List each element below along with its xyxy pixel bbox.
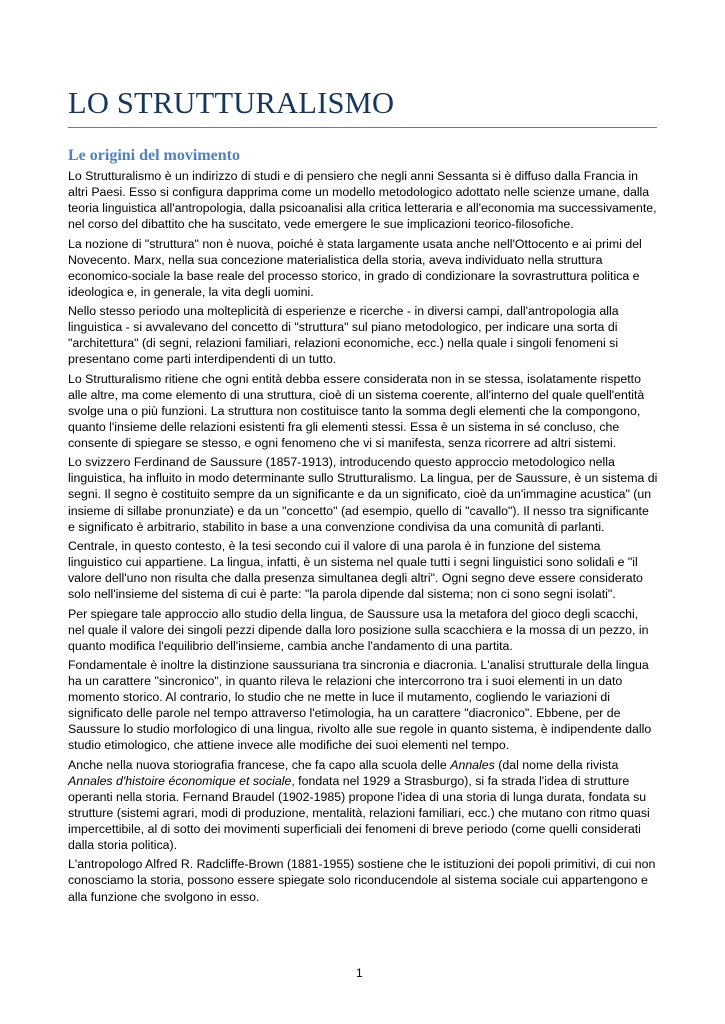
paragraph-3: Nello stesso periodo una molteplicità di esperienze e ricerche - in diversi campi, dall'antropologia alla linguistica - si avvalevano del concetto di "struttura" sul piano metodologico, per indicare una sorta di "architettura" (di segni, relazioni familiari, relazioni economiche, ecc.) nella quale i singoli fenomeni si presentano come parti interdipendenti di un tutto. — [68, 304, 619, 367]
paragraph-9-text-start: Anche nella nuova storiografia francese, che fa capo alla scuola delle — [68, 757, 451, 772]
paragraph-1: Lo Strutturalismo è un indirizzo di studi e di pensiero che negli anni Sessanta si è diffuso dalla Francia in altri Paesi. Esso si configura dapprima come un modello metodologico adottato nelle scienze umane, dalla teoria linguistica all'antropologia, dalla psicoanalisi alla critica letteraria e all'economia ma successivamente, nel corso del dibattito che ha suscitato, vede emergere le sue implicazioni teorico-filosofiche. — [68, 169, 657, 232]
document-title: LO STRUTTURALISMO — [68, 86, 395, 120]
paragraph-4: Lo Strutturalismo ritiene che ogni entità debba essere considerata non in se stessa, isolatamente rispetto alle altre, ma come elemento di una struttura, cioè di un sistema coerente, all'interno del quale quell'entità svolge una o più funzioni. La struttura non costituisce tanto la somma degli elementi che la compongono, quanto l'insieme delle relazioni esistenti fra gli elementi stessi. Essa è un sistema in sé concluso, che consente di spiegare se stesso, e ogni fenomeno che vi si manifesta, senza ricorrere ad altri sistemi. — [68, 371, 645, 450]
journal-title-italic: Annales d'histoire économique et sociale — [68, 773, 292, 788]
paragraph-9-text-end: , fondata nel 1929 a Strasburgo), si fa strada l'idea di strutture operanti nella storia. Fernand Braudel (1902-1985) propone l'idea di una storia di lunga durata, fondata su strutture (sistemi agrari, modi di produzione, mentalità, relazioni familiari, ecc.) che mutano con ritmo quasi impercettibile, al di sotto dei movimenti superficiali dei fenomeni di breve periodo (come quelli considerati dalla storia politica). — [68, 773, 650, 852]
page-number: 1 — [356, 966, 363, 980]
paragraph-8: Fondamentale è inoltre la distinzione saussuriana tra sincronia e diacronia. L'analisi strutturale della lingua ha un carattere "sincronico", in quanto rileva le relazioni che intercorrono tra i suoi elementi in un dato momento storico. Al contrario, lo studio che ne mette in luce il mutamento, cogliendo le variazioni di significato delle parole nel tempo attraverso l'etimologia, ha un carattere "diacronico". Ebbene, per de Saussure lo studio morfologico di una lingua, rivolto alle sue regole in quanto sistema, è indipendente dallo studio etimologico, che attiene invece alle modifiche dei suoi elementi nel tempo. — [68, 658, 652, 753]
title-underline-rule — [68, 127, 657, 128]
paragraph-5: Lo svizzero Ferdinand de Saussure (1857-1913), introducendo questo approccio metodologico nella linguistica, ha influito in modo determinante sullo Strutturalismo. La lingua, per de Saussure, è un sistema di segni. Il segno è costituito sempre da un significante e da un significato, cioè da un'immagine acustica" (un insieme di sillabe pronunziate) e da un "concetto" (ad esempio, quello di "cavallo"). Il nesso tra significante e significato è arbitrario, stabilito in base a una convenzione condivisa da una comunità di parlanti. — [68, 455, 658, 534]
paragraph-6: Centrale, in questo contesto, è la tesi secondo cui il valore di una parola è in funzione del sistema linguistico cui appartiene. La lingua, infatti, è un sistema nel quale tutti i segni linguistici sono solidali e "il valore dell'uno non risulta che dalla presenza simultanea degli altri". Ogni segno deve essere considerato solo nell'insieme del sistema di cui è parte: "la parola dipende dal sistema; non ci sono segni isolati". — [68, 538, 643, 602]
paragraph-9-text-middle: (dal nome della rivista — [494, 757, 619, 772]
annales-school-italic: Annales — [450, 757, 495, 772]
paragraph-2: La nozione di "struttura" non è nuova, poiché è stata largamente usata anche nell'Ottocento e ai primi del Novecento. Marx, nella sua concezione materialistica della storia, aveva individuato nella struttura economico-sociale la base reale del processo storico, in grado di condizionare la sovrastruttura politica e ideologica e, in generale, la vita degli uomini. — [68, 236, 642, 299]
body-text — [68, 168, 658, 908]
paragraph-7: Per spiegare tale approccio allo studio della lingua, de Saussure usa la metafora del gioco degli scacchi, nel quale il valore dei singoli pezzi dipende dalla loro posizione sulla scacchiera e la mossa di un pezzo, in quanto modifica l'equilibrio dell'insieme, cambia anche l'andamento di una partita. — [68, 606, 649, 653]
paragraph-10: L'antropologo Alfred R. Radcliffe-Brown (1881-1955) sostiene che le istituzioni dei popoli primitivi, di cui non conosciamo la storia, possono essere spiegate solo riconducendole al sistema sociale cui appartengono e alla funzione che svolgono in esso. — [68, 857, 656, 904]
paragraph-9 — [68, 757, 658, 853]
section-heading: Le origini del movimento — [68, 147, 240, 164]
